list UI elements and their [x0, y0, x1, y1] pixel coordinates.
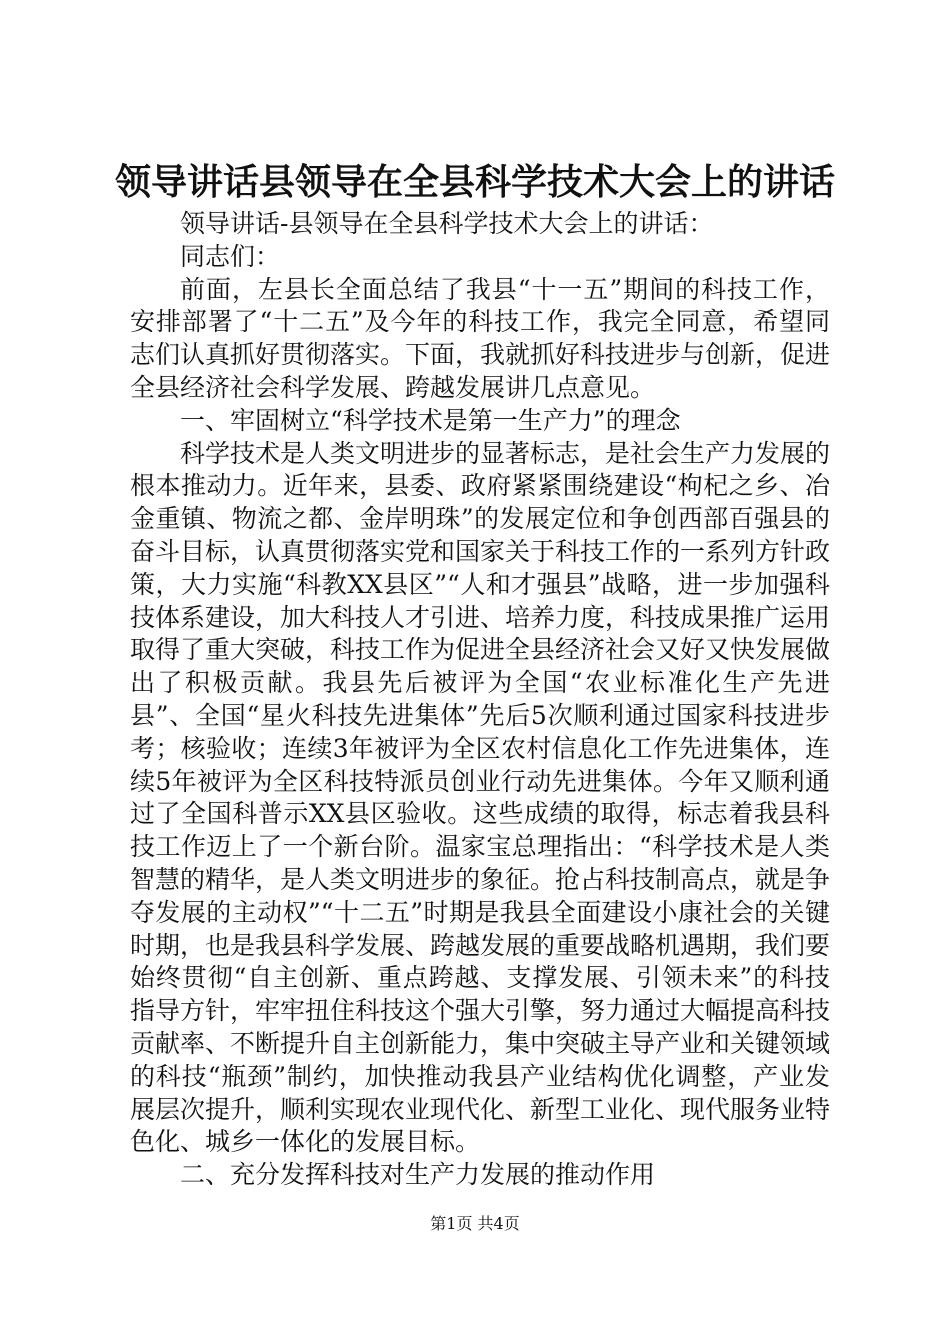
document-title: 领导讲话县领导在全县科学技术大会上的讲话 — [114, 161, 835, 203]
paragraph-section-1: 科学技术是人类文明进步的显著标志，是社会生产力发展的根本推动力。近年来，县委、政府紧紧围绕建设“枸杞之乡、冶金重镇、物流之都、金岸明珠”的发展定位和争创西部百强县的奋斗目标，认真贯彻落实党和国家关于科技工作的一系列方针政策，大力实施“科教XX县区”“人和才强县”战略，进一步加强科技体系建设，加大科技人才引进、培养力度，科技成果推广运用取得了重大突破，科技工作为促进全县经济社会又好又快发展做出了积极贡献。我县先后被评为全国“农业标准化生产先进县”、全国“星火科技先进集体”先后5次顺利通过国家科技进步考；核验收；连续3年被评为全区农村信息化工作先进集体，连续5年被评为全区科技特派员创业行动先进集体。今年又顺利通过了全国科普示XX县区验收。这些成绩的取得，标志着我县科技工作迈上了一个新台阶。温家宝总理指出：“科学技术是人类智慧的精华，是人类文明进步的象征。抢占科技制高点，就是争夺发展的主动权”“十二五”时期是我县全面建设小康社会的关键时期，也是我县科学发展、跨越发展的重要战略机遇期，我们要始终贯彻“自主创新、重点跨越、支撑发展、引领未来”的科技指导方针，牢牢扭住科技这个强大引擎，努力通过大幅提高科技贡献率、不断提升自主创新能力，集中突破主导产业和关键领域的科技“瓶颈”制约，加快推动我县产业结构优化调整，产业发展层次提升，顺利实现农业现代化、新型工业化、现代服务业特色化、城乡一体化的发展目标。 — [130, 438, 831, 1157]
paragraph-intro: 前面，左县长全面总结了我县“十一五”期间的科技工作，安排部署了“十二五”及今年的科技工作，我完全同意，希望同志们认真抓好贯彻落实。下面，我就抓好科技进步与创新，促进全县经济社会科学发展、跨越发展讲几点意见。 — [130, 274, 831, 402]
document-body — [130, 208, 830, 1192]
page-number-footer: 第1页 共4页 — [430, 1214, 520, 1233]
section-heading-1: 一、牢固树立“科学技术是第一生产力”的理念 — [180, 405, 681, 435]
opening-line: 领导讲话-县领导在全县科学技术大会上的讲话： — [180, 209, 714, 238]
salutation: 同志们： — [180, 241, 281, 271]
section-heading-2: 二、充分发挥科技对生产力发展的推动作用 — [180, 1160, 656, 1190]
